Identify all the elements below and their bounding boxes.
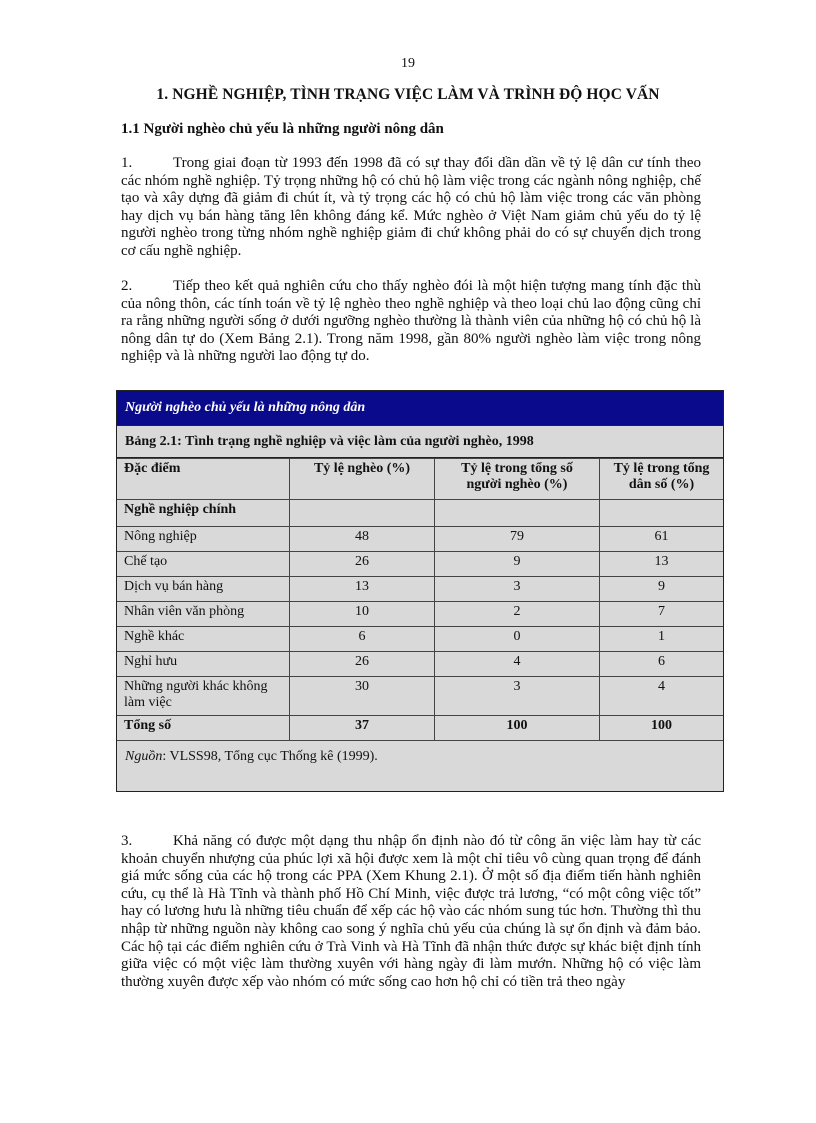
box-header: Người nghèo chủ yếu là những nông dân <box>117 391 723 426</box>
paragraph-number: 3. <box>121 833 133 849</box>
table-row <box>117 652 723 677</box>
total-share-pop: 100 <box>600 716 724 741</box>
source-label: Nguồn <box>125 749 163 764</box>
row-label: Nghỉ hưu <box>117 652 290 677</box>
column-header: Tỷ lệ nghèo (%) <box>290 459 435 500</box>
table-row <box>117 552 723 577</box>
table-row <box>117 527 723 552</box>
total-label: Tổng số <box>117 716 290 741</box>
row-label: Nghề khác <box>117 627 290 652</box>
paragraph-number: 2. <box>121 278 133 294</box>
paragraph-1 <box>121 155 701 261</box>
cell-poverty: 30 <box>290 677 435 716</box>
section-row <box>117 500 723 527</box>
cell-poverty: 48 <box>290 527 435 552</box>
total-row <box>117 716 723 741</box>
cell-poverty: 10 <box>290 602 435 627</box>
table-row <box>117 677 723 716</box>
cell-share-pop: 13 <box>600 552 724 577</box>
cell-share-pop: 4 <box>600 677 724 716</box>
cell-poverty: 13 <box>290 577 435 602</box>
page-number: 19 <box>401 56 415 71</box>
total-share-poor: 100 <box>435 716 600 741</box>
row-label: Nhân viên văn phòng <box>117 602 290 627</box>
cell-share-pop: 1 <box>600 627 724 652</box>
table-header-row <box>117 459 723 500</box>
paragraph-2 <box>121 278 701 366</box>
cell-share-poor: 0 <box>435 627 600 652</box>
column-header: Tỷ lệ trong tổng số người nghèo (%) <box>435 459 600 500</box>
cell-poverty: 26 <box>290 652 435 677</box>
table-row <box>117 577 723 602</box>
subsection-heading: 1.1 Người nghèo chủ yếu là những người nông dân <box>121 121 444 137</box>
cell-share-poor: 4 <box>435 652 600 677</box>
source-text: : VLSS98, Tổng cục Thống kê (1999). <box>162 749 378 764</box>
column-header: Tỷ lệ trong tổng dân số (%) <box>600 459 724 500</box>
table-source <box>117 741 723 773</box>
total-poverty: 37 <box>290 716 435 741</box>
cell-share-poor: 3 <box>435 677 600 716</box>
column-header: Đặc điểm <box>117 459 290 500</box>
paragraph-text: Trong giai đoạn từ 1993 đến 1998 đã có sự thay đổi dần dần về tỷ lệ dân cư tính theo các nhóm nghề nghiệp. Tỷ trọng những hộ có chủ hộ làm việc trong các ngành nông nghiệp, chế tạo và xây dựng đã giảm đi chút ít, và tỷ trọng các hộ có chủ hộ làm việc trong các văn phòng hay dịch vụ bán hàng tăng lên không đáng kể. Mức nghèo ở Việt Nam giảm chủ yếu do tỷ lệ người nghèo trong từng nhóm nghề nghiệp giảm đi chứ không phải do có sự chuyển dịch trong cơ cấu nghề nghiệp. <box>121 155 701 259</box>
table-row <box>117 627 723 652</box>
cell-poverty: 6 <box>290 627 435 652</box>
cell-poverty: 26 <box>290 552 435 577</box>
table-box <box>116 390 724 792</box>
table-row <box>117 602 723 627</box>
row-label: Chế tạo <box>117 552 290 577</box>
paragraph-text: Tiếp theo kết quả nghiên cứu cho thấy nghèo đói là một hiện tượng mang tính đặc thù của nông thôn, các tính toán về tỷ lệ nghèo theo nghề nghiệp và theo loại chủ lao động cũng chỉ ra rằng những người sống ở dưới ngưỡng nghèo thường là thành viên của những hộ có chủ hộ là nông dân tự do (Xem Bảng 2.1). Trong năm 1998, gần 80% người nghèo làm việc trong nông nghiệp và là những người lao động tự do. <box>121 278 701 365</box>
cell-share-poor: 9 <box>435 552 600 577</box>
cell-share-poor: 2 <box>435 602 600 627</box>
cell-share-pop: 9 <box>600 577 724 602</box>
table-caption: Bảng 2.1: Tình trạng nghề nghiệp và việc làm của người nghèo, 1998 <box>117 426 723 458</box>
cell-share-pop: 6 <box>600 652 724 677</box>
poverty-table <box>117 458 723 741</box>
paragraph-text: Khả năng có được một dạng thu nhập ổn định nào đó từ công ăn việc làm hay từ các khoản chuyển nhượng của phúc lợi xã hội được xem là một chỉ tiêu vô cùng quan trọng để đánh giá mức sống của các hộ trong các PPA (Xem Khung 2.1). Ở một số địa điểm tiến hành nghiên cứu, cụ thể là Hà Tĩnh và thành phố Hồ Chí Minh, việc được trả lương, “có một công việc tốt” hay có lương hưu là những tiêu chuẩn để xếp các hộ vào các nhóm sung túc hơn. Thường thì thu nhập từ những nguồn này không cao song ý nghĩa chủ yếu của chúng là sự ổn định và đảm bảo. Các hộ tại các điểm nghiên cứu ở Trà Vinh và Hà Tĩnh đã nhận thức được sự khác biệt định tính giữa việc có một việc làm thường xuyên với hàng ngày đi làm mướn. Những hộ có việc làm thường xuyên được xếp vào nhóm có mức sống cao hơn hộ chỉ có tiền trả theo ngày <box>121 833 701 990</box>
row-label: Những người khác không làm việc <box>117 677 290 716</box>
cell-share-pop: 61 <box>600 527 724 552</box>
row-label: Nông nghiệp <box>117 527 290 552</box>
paragraph-3 <box>121 833 701 991</box>
row-label: Dịch vụ bán hàng <box>117 577 290 602</box>
section-label: Nghề nghiệp chính <box>117 500 290 527</box>
cell-share-pop: 7 <box>600 602 724 627</box>
cell-share-poor: 79 <box>435 527 600 552</box>
paragraph-number: 1. <box>121 155 133 171</box>
cell-share-poor: 3 <box>435 577 600 602</box>
section-heading: 1. NGHỀ NGHIỆP, TÌNH TRẠNG VIỆC LÀM VÀ TRÌNH ĐỘ HỌC VẤN <box>156 86 660 103</box>
